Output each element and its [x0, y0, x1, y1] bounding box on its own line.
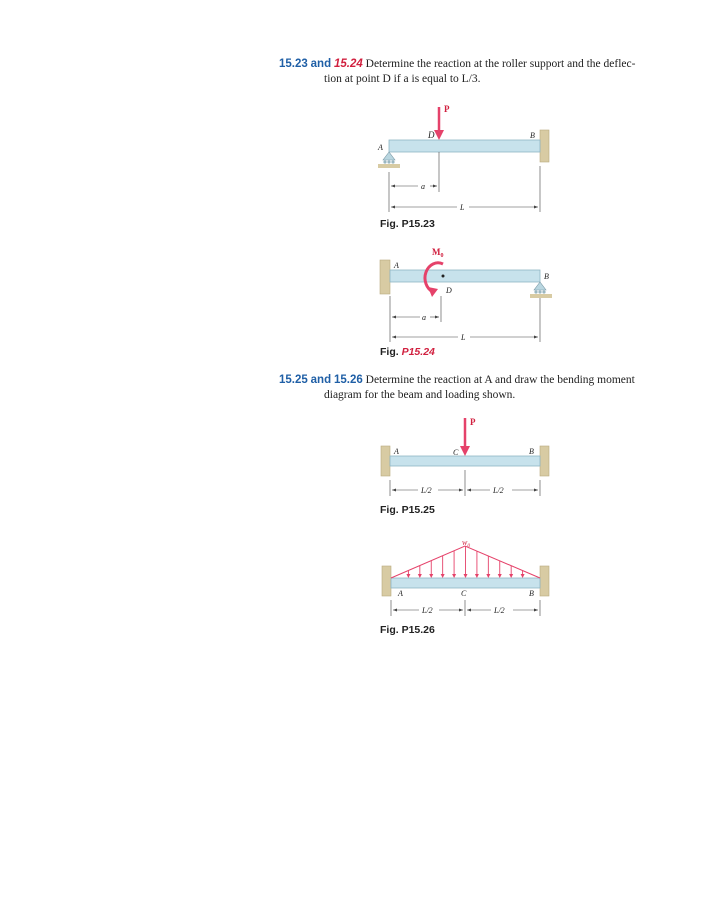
label-C: C — [453, 448, 459, 457]
dim-label-half-left: L/2 — [421, 486, 432, 495]
load-arrow-head — [464, 574, 468, 578]
label-M: $M_0$ — [432, 247, 444, 259]
label-w: $w_0$ — [462, 538, 471, 549]
label-A: A — [378, 143, 383, 152]
wall-right — [540, 566, 549, 596]
problem-number-alt: 15.24 — [333, 58, 363, 70]
label-A: A — [394, 447, 399, 456]
caption-prefix: Fig. — [380, 346, 399, 358]
problem-line-2: diagram for the beam and loading shown. — [324, 389, 516, 401]
load-arrow-head — [475, 574, 479, 578]
dim-label-L: L — [460, 203, 465, 212]
caption-number: P15.24 — [401, 346, 435, 358]
problem-line-1: Determine the reaction at the roller support and the deflec- — [365, 58, 636, 70]
problem-number-alt: 15.26 — [333, 374, 363, 386]
problem-line-1: Determine the reaction at A and draw the bending moment — [365, 374, 635, 386]
caption-text: Fig. P15.23 — [380, 218, 435, 230]
load-arrow-head — [406, 574, 410, 578]
load-arrow-head — [521, 574, 525, 578]
load-arrow-head — [441, 574, 445, 578]
label-A: A — [398, 589, 403, 598]
caption-text: Fig. P15.25 — [380, 504, 435, 516]
beam — [391, 578, 540, 588]
load-arrow-head — [418, 574, 422, 578]
label-D: D — [446, 286, 452, 295]
dim-label-L: L — [461, 333, 466, 342]
dimension-lines — [391, 600, 540, 616]
load-arrow-head — [509, 574, 513, 578]
wall-left — [382, 566, 391, 596]
problem-number: 15.25 — [279, 374, 308, 386]
label-B: B — [529, 589, 534, 598]
caption-text: Fig. P15.26 — [380, 624, 435, 636]
label-D: D — [428, 130, 435, 140]
distributed-load-arrows — [406, 546, 524, 578]
caption-p15-26 — [380, 624, 435, 636]
load-arrow-head — [498, 574, 502, 578]
dim-label-a: a — [422, 313, 426, 322]
label-B: B — [529, 447, 534, 456]
problem-and: and — [310, 374, 332, 386]
label-B: B — [544, 272, 549, 281]
problem-and: and — [310, 58, 332, 70]
load-arrow-head — [452, 574, 456, 578]
label-C: C — [461, 589, 467, 598]
label-A: A — [394, 261, 399, 270]
dim-label-half-right: L/2 — [493, 486, 504, 495]
problem-line-2: tion at point D if a is equal to L/3. — [324, 73, 481, 85]
load-arrow-head — [486, 574, 490, 578]
problem-number: 15.23 — [279, 58, 308, 70]
label-P: P — [470, 417, 476, 427]
label-B: B — [530, 131, 535, 140]
dim-label-half-left: L/2 — [422, 606, 433, 615]
load-arrow-head — [429, 574, 433, 578]
label-P: P — [444, 104, 450, 114]
dim-label-a: a — [421, 182, 425, 191]
dim-label-half-right: L/2 — [494, 606, 505, 615]
